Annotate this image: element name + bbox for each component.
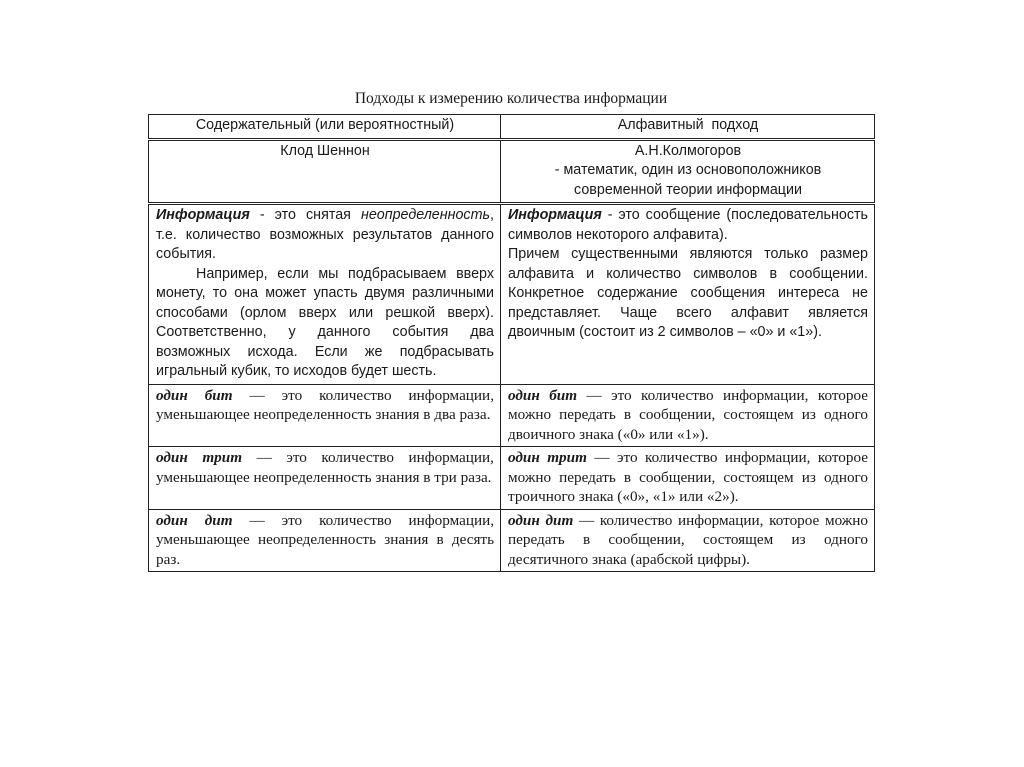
author-right [501, 139, 875, 204]
definition-left-dash: - это снятая [249, 207, 361, 223]
definition-right-para: Причем существенными являются только размер алфавита и количество символов в сообщении. Конкретное содержание сообщения интереса не представляет. Чаще всего алфавит является двоичным (состоит из 2 символов – «0» и «1»). [508, 246, 868, 340]
unit-dit-left-term: один дит [156, 511, 233, 529]
unit-bit-right-term: один бит [508, 386, 578, 404]
author-right-desc-1: - математик, один из основоположников [554, 162, 822, 178]
header-left: Содержательный (или вероятностный) [149, 115, 501, 140]
comparison-table [148, 114, 875, 572]
definition-left [149, 204, 501, 385]
definition-left-example: Например, если мы подбрасываем вверх монету, то она может упасть двумя различными способами (орлом вверх или решкой вверх). Соответственно, у данного события два возможных исхода. Если же подбрасывать игральный кубик, то исходов будет шесть. [156, 265, 494, 379]
definition-right [501, 204, 875, 385]
unit-dit-right-text: — количество информации, которое можно передать в сообщении, состоящем из одного десятичного знака (арабской цифры). [508, 511, 868, 568]
definition-left-uncertainty: неопределенность [360, 207, 491, 223]
author-right-name: А.Н.Колмогоров [634, 142, 742, 159]
unit-dit-right-term: один дит [508, 511, 574, 529]
authors-row [149, 139, 875, 204]
definition-right-term: Информация [508, 207, 602, 223]
unit-trit-left [149, 447, 501, 510]
author-left: Клод Шеннон [149, 139, 501, 204]
definition-left-rest: , т.е. количество возможных результатов данного события. [156, 207, 494, 262]
unit-bit-left-term: один бит [156, 386, 233, 404]
unit-bit-right-text: — это количество информации, которое можно передать в сообщении, состоящем из одного двоичного знака («0» или «1»). [508, 386, 868, 443]
definition-left-term: Информация [156, 207, 250, 223]
author-right-desc-2: современной теории информации [574, 181, 802, 198]
definition-row [149, 204, 875, 385]
unit-dit-left-text: — это количество информации, уменьшающее неопределенность знания в десять раз. [156, 511, 494, 568]
unit-trit-left-text: — это количество информации, уменьшающее неопределенность знания в три раза. [156, 449, 494, 486]
unit-bit-right [501, 384, 875, 447]
unit-trit-right [501, 447, 875, 510]
unit-dit-right [501, 509, 875, 572]
unit-dit-left [149, 509, 501, 572]
unit-bit-left [149, 384, 501, 447]
unit-row-dit [149, 509, 875, 572]
header-right: Алфавитный подход [501, 115, 875, 140]
unit-trit-right-text: — это количество информации, которое можно передать в сообщении, состоящем из одного троичного знака («0», «1» или «2»). [508, 449, 868, 505]
unit-row-bit [149, 384, 875, 447]
unit-bit-left-text: — это количество информации, уменьшающее неопределенность знания в два раза. [156, 386, 494, 423]
unit-trit-right-term: один трит [508, 449, 587, 466]
header-row [149, 115, 875, 140]
table-title: Подходы к измерению количества информации [354, 90, 668, 107]
definition-right-rest: - это сообщение (последовательность символов некоторого алфавита). [508, 207, 868, 243]
unit-row-trit [149, 447, 875, 510]
unit-trit-left-term: один трит [156, 449, 243, 466]
